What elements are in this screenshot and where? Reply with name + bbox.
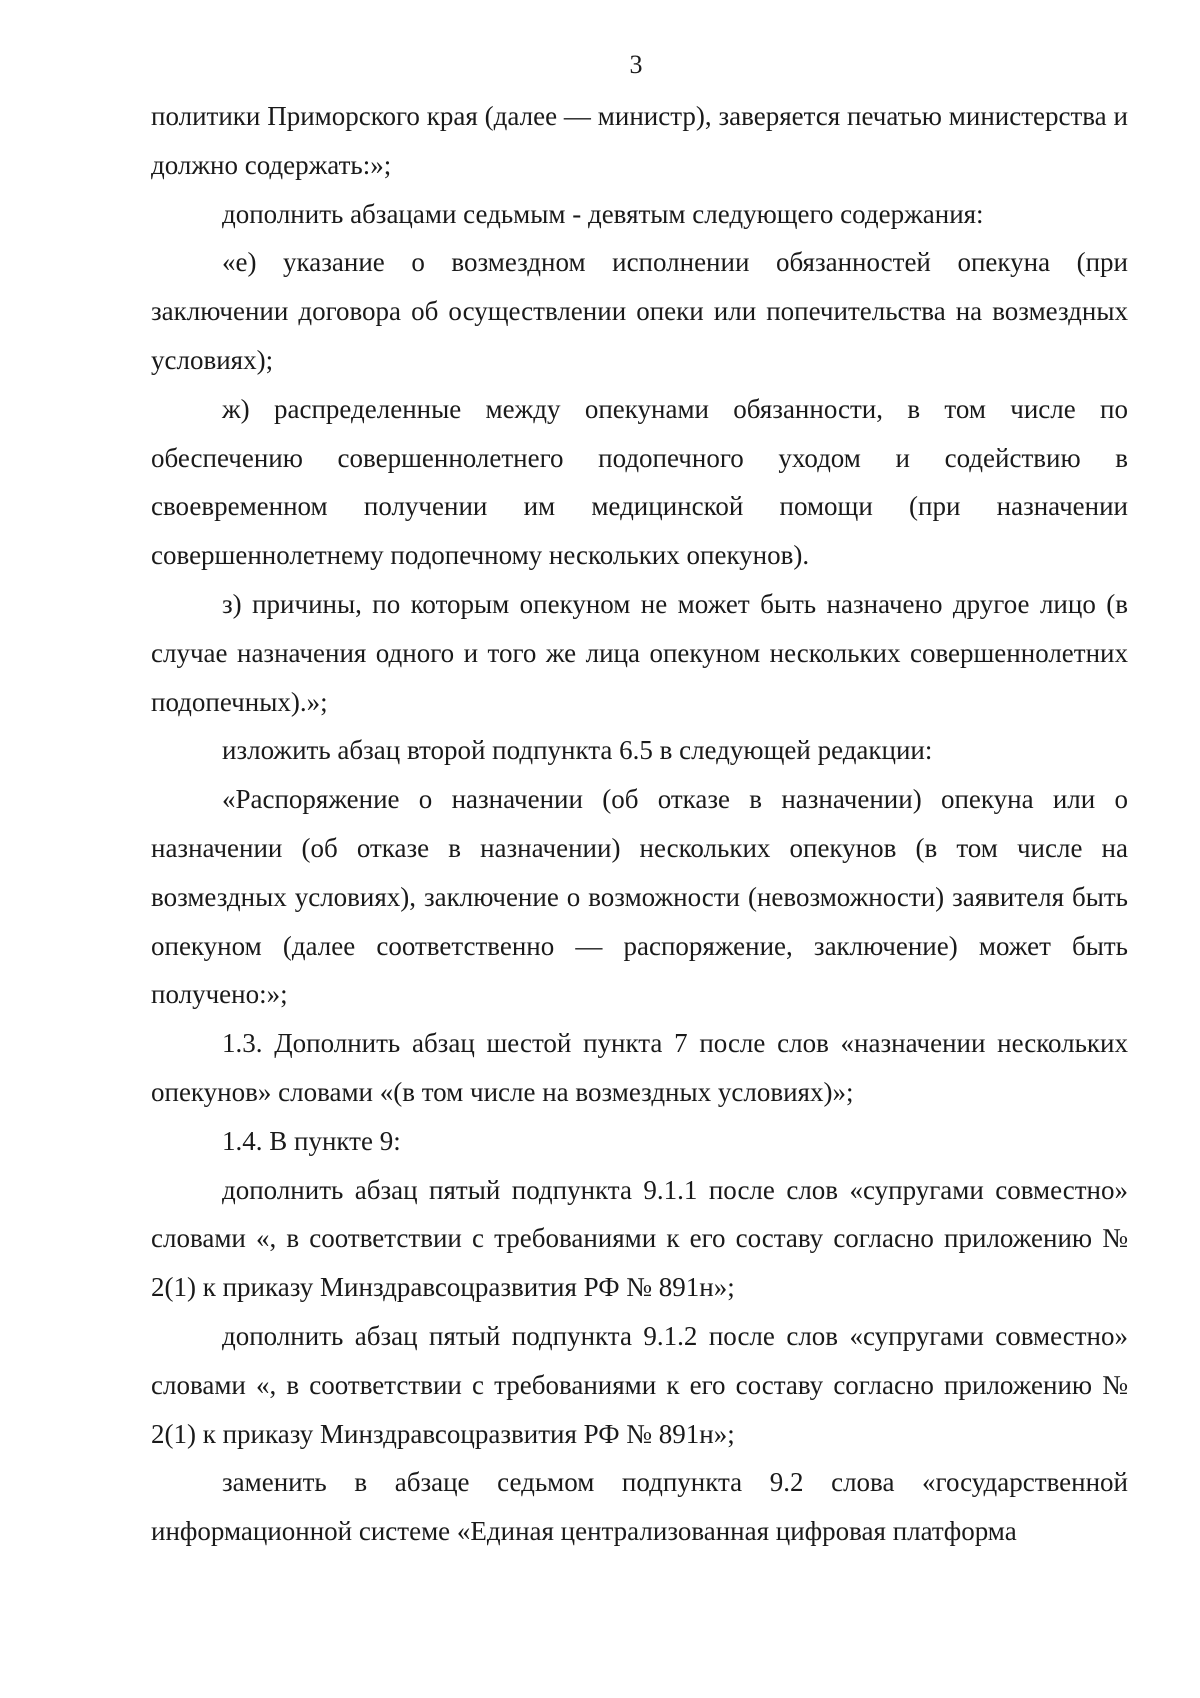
paragraph-item-e: «е) указание о возмездном исполнении обязанностей опекуна (при заключении договора об осуществлении опеки или попечительства на возмездных условиях);	[151, 247, 1128, 375]
paragraph-amend-9-1-2: дополнить абзац пятый подпункта 9.1.2 после слов «супругами совместно» словами «, в соответствии с требованиями к его составу согласно приложению № 2(1) к приказу Минздравсоцразвития РФ № 891н»;	[151, 1320, 1128, 1449]
paragraph-amend-9-1-1: дополнить абзац пятый подпункта 9.1.1 после слов «супругами совместно» словами «, в соответствии с требованиями к его составу согласно приложению № 2(1) к приказу Минздравсоцразвития РФ № 891н»;	[151, 1174, 1128, 1303]
paragraph-item-z: з) причины, по которым опекуном не может быть назначено другое лицо (в случае назначения одного и того же лица опекуном нескольких совершеннолетних подопечных).»;	[151, 588, 1128, 717]
paragraph-continuation: политики Приморского края (далее — министр), заверяется печатью министерства и должно содержать:»;	[151, 101, 1128, 180]
paragraph-item-zh: ж) распределенные между опекунами обязанности, в том числе по обеспечению совершеннолетнего подопечного уходом и содействию в своевременном получении им медицинской помощи (при назначении совершеннолетнему подопечному нескольких опекунов).	[151, 393, 1128, 571]
paragraph-order-text: «Распоряжение о назначении (об отказе в назначении) опекуна или о назначении (об отказе в назначении) нескольких опекунов (в том числе на возмездных условиях), заключение о возможности (невозможности) заявителя быть опекуном (далее соответственно — распоряжение, заключение) может быть получено:»;	[151, 784, 1128, 1010]
page-number: 3	[629, 50, 643, 79]
paragraph-clause-1-3: 1.3. Дополнить абзац шестой пункта 7 после слов «назначении нескольких опекунов» словами «(в том числе на возмездных условиях)»;	[151, 1028, 1128, 1107]
paragraph-add-subparagraphs: дополнить абзацами седьмым - девятым следующего содержания:	[222, 198, 984, 229]
paragraph-restate-6-5: изложить абзац второй подпункта 6.5 в следующей редакции:	[222, 735, 933, 766]
paragraph-clause-1-4: 1.4. В пункте 9:	[222, 1125, 401, 1156]
document-body	[151, 92, 1128, 1556]
paragraph-replace-9-2: заменить в абзаце седьмом подпункта 9.2 слова «государственной информационной системе «Единая централизованная цифровая платформа	[151, 1467, 1128, 1547]
